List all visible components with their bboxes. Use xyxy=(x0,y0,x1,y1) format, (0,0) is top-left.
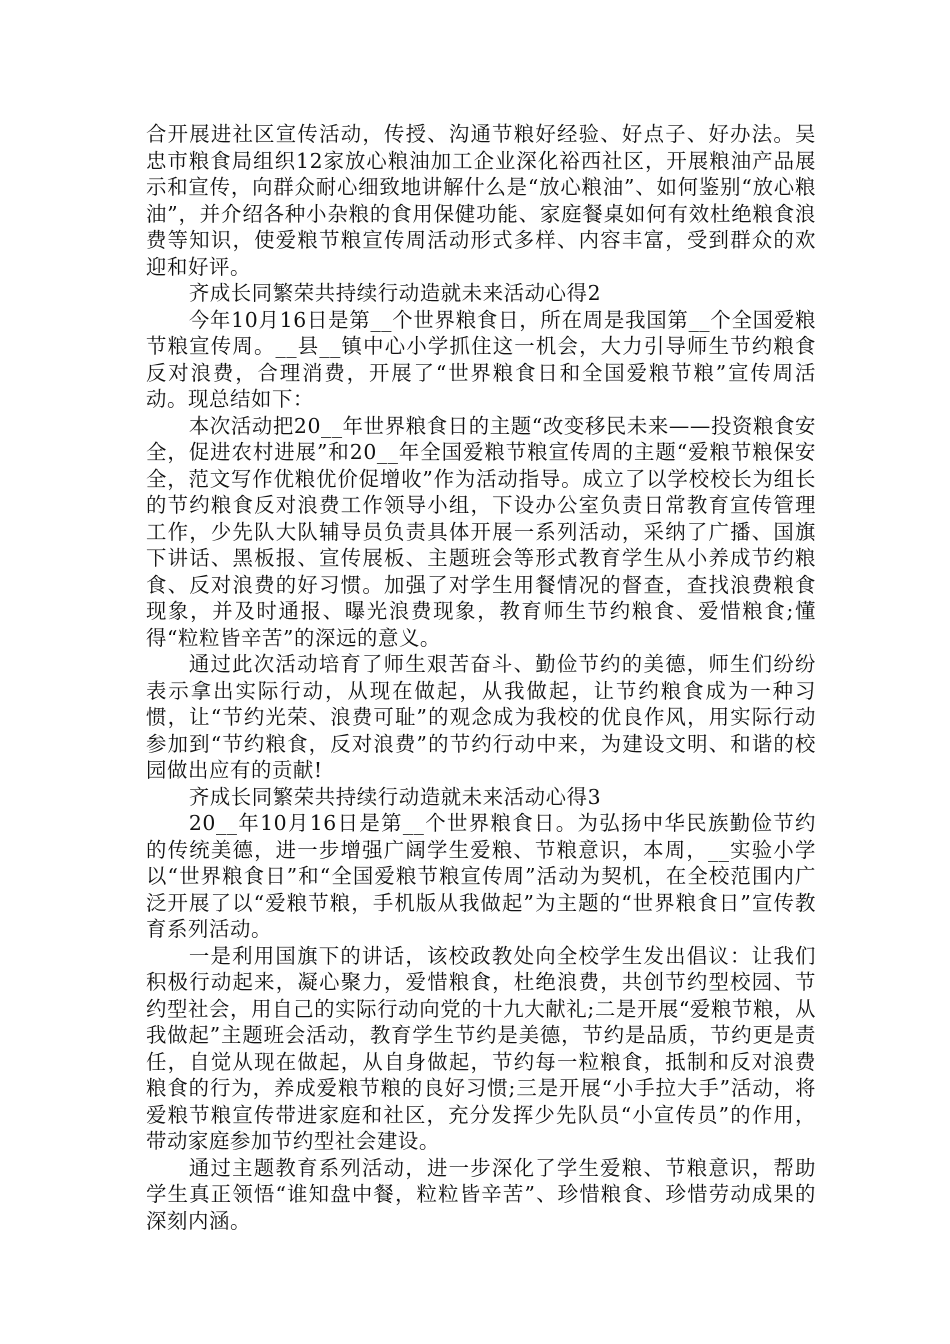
paragraph-continued: 合开展进社区宣传活动，传授、沟通节粮好经验、好点子、好办法。吴忠市粮食局组织12家放心粮油加工企业深化裕西社区，开展粮油产品展示和宣传，向群众耐心细致地讲解什么是“放心粮油”、如何鉴别“放心粮油”，并介绍各种小杂粮的食用保健功能、家庭餐桌如何有效杜绝粮食浪费等知识，使爱粮节粮宣传周活动形式多样、内容丰富，受到群众的欢迎和好评。 xyxy=(146,122,816,279)
document-body xyxy=(146,121,816,1234)
paragraph: 一是利用国旗下的讲话，该校政教处向全校学生发出倡议：让我们积极行动起来，凝心聚力，爱惜粮食，杜绝浪费，共创节约型校园、节约型社会，用自己的实际行动向党的十九大献礼;二是开展“爱粮节粮，从我做起”主题班会活动，教育学生节约是美德，节约是品质，节约更是责任，自觉从现在做起，从自身做起，节约每一粒粮食，抵制和反对浪费粮食的行为，养成爱粮节粮的良好习惯;三是开展“小手拉大手”活动，将爱粮节粮宣传带进家庭和社区，充分发挥少先队员“小宣传员”的作用，带动家庭参加节约型社会建设。 xyxy=(146,943,816,1153)
paragraph: 本次活动把20__年世界粮食日的主题“改变移民未来——投资粮食安全，促进农村进展”和20__年全国爱粮节粮宣传周的主题“爱粮节粮保安全，范文写作优粮优价促增收”作为活动指导。成立了以学校校长为组长的节约粮食反对浪费工作领导小组，下设办公室负责日常教育宣传管理工作，少先队大队辅导员负责具体开展一系列活动，采纳了广播、国旗下讲话、黑板报、宣传展板、主题班会等形式教育学生从小养成节约粮食、反对浪费的好习惯。加强了对学生用餐情况的督查，查找浪费粮食现象，并及时通报、曝光浪费现象，教育师生节约粮食、爱惜粮食;懂得“粒粒皆辛苦”的深远的意义。 xyxy=(146,413,816,650)
section-heading-2: 齐成长同繁荣共持续行动造就未来活动心得2 xyxy=(188,281,602,305)
paragraph: 通过主题教育系列活动，进一步深化了学生爱粮、节粮意识，帮助学生真正领悟“谁知盘中餐，粒粒皆辛苦”、珍惜粮食、珍惜劳动成果的深刻内涵。 xyxy=(146,1155,816,1233)
section-heading-3: 齐成长同繁荣共持续行动造就未来活动心得3 xyxy=(188,784,602,809)
paragraph: 今年10月16日是第__个世界粮食日，所在周是我国第__个全国爱粮节粮宣传周。__县__镇中心小学抓住这一机会，大力引导师生节约粮食反对浪费，合理消费，开展了“世界粮食日和全国爱粮节粮”宣传周活动。现总结如下： xyxy=(146,307,816,411)
paragraph: 20__年10月16日是第__个世界粮食日。为弘扬中华民族勤俭节约的传统美德，进一步增强广阔学生爱粮、节粮意识，本周，__实验小学以“世界粮食日”和“全国爱粮节粮宣传周”活动为契机，在全校范围内广泛开展了以“爱粮节粮，手机版从我做起”为主题的“世界粮食日”宣传教育系列活动。 xyxy=(146,811,816,941)
paragraph: 通过此次活动培育了师生艰苦奋斗、勤俭节约的美德，师生们纷纷表示拿出实际行动，从现在做起，从我做起，让节约粮食成为一种习惯，让“节约光荣、浪费可耻”的观念成为我校的优良作风，用实际行动参加到“节约粮食，反对浪费”的节约行动中来，为建设文明、和谐的校园做出应有的贡献! xyxy=(146,652,816,782)
